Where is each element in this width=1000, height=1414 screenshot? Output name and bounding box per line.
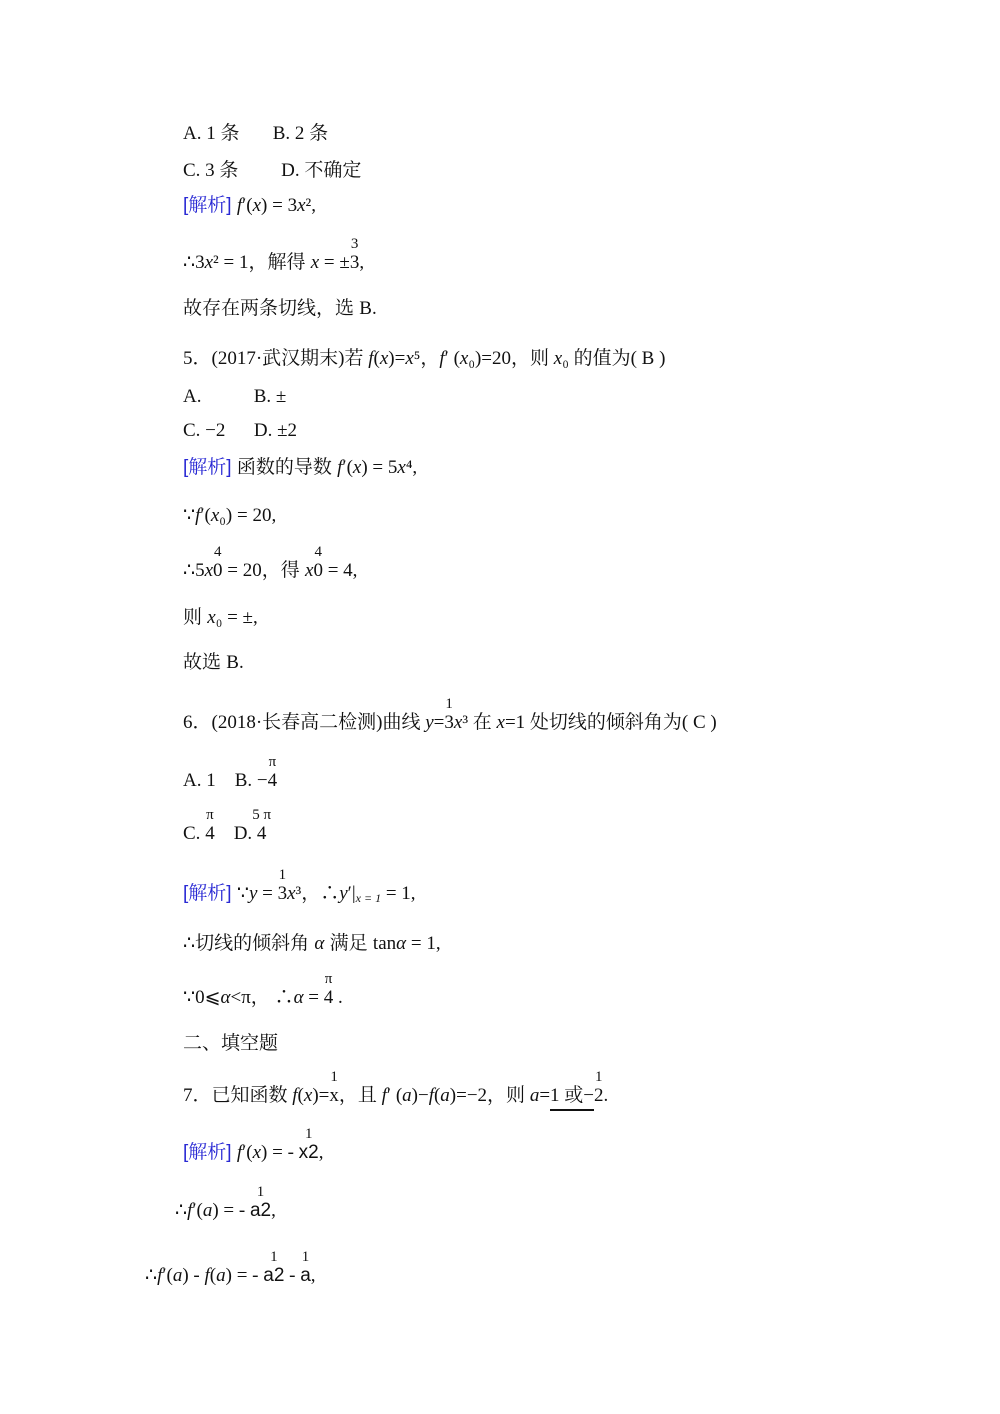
text-run: y bbox=[339, 883, 348, 904]
text-run: 解得 bbox=[267, 252, 311, 273]
text-run: B. bbox=[226, 652, 244, 673]
text-run: ⁴, bbox=[405, 457, 418, 478]
text-run: x bbox=[310, 252, 320, 273]
text-run: 函数的导数 bbox=[236, 457, 338, 478]
q7-step-2 bbox=[145, 1249, 316, 1288]
text-run: , bbox=[359, 252, 365, 273]
stacked-fraction bbox=[249, 1184, 272, 1221]
text-run: ) = 5 bbox=[361, 457, 398, 478]
q4-options-ab bbox=[183, 122, 328, 146]
q7-analysis bbox=[183, 1126, 324, 1165]
stacked-fraction bbox=[349, 236, 360, 273]
q6-step-2 bbox=[183, 971, 343, 1010]
text-run: f bbox=[292, 1085, 298, 1106]
text-run: ₀ 的值为( B ) bbox=[562, 348, 666, 369]
text-run: x bbox=[303, 1085, 313, 1106]
fraction-numerator: 1 bbox=[330, 1069, 338, 1085]
fraction-denominator: 4 bbox=[323, 987, 334, 1008]
stacked-fraction bbox=[205, 807, 215, 844]
fraction-numerator: 4 bbox=[214, 544, 222, 560]
text-run: ′( bbox=[242, 195, 253, 216]
text-run: C. 3 条 D. 不确定 bbox=[183, 160, 362, 181]
text-run: 故选 bbox=[183, 652, 227, 673]
text-run: , bbox=[310, 1265, 316, 1286]
text-run: x bbox=[297, 195, 306, 216]
text-run: ∴5 bbox=[183, 560, 205, 581]
q5-step-3 bbox=[183, 606, 258, 630]
text-run: =1 处切线的倾斜角为( C ) bbox=[504, 712, 717, 733]
text-run: ³，∴ bbox=[295, 883, 340, 904]
text-run: ( bbox=[297, 1085, 304, 1106]
text-run: ∵0⩽ bbox=[183, 987, 221, 1008]
q5-step-1 bbox=[183, 504, 276, 528]
text-run: ² = 1， bbox=[213, 252, 268, 273]
text-run: . bbox=[603, 1085, 609, 1106]
q5-analysis bbox=[183, 456, 417, 480]
text-run: ∴ bbox=[183, 933, 196, 954]
text-run: ⁵， bbox=[413, 348, 440, 369]
stacked-fraction bbox=[300, 1249, 311, 1286]
text-run: 切线的倾斜角 bbox=[195, 933, 315, 954]
text-run: f bbox=[428, 1085, 434, 1106]
text-run: = bbox=[433, 712, 445, 733]
text-run: D. bbox=[214, 823, 257, 844]
text-run: x bbox=[459, 348, 469, 369]
fraction-denominator: 0 bbox=[213, 560, 223, 581]
text-run: 6．(2018·长春高二检测)曲线 bbox=[183, 712, 426, 733]
fraction-denominator: 3 bbox=[349, 252, 360, 273]
text-run: , bbox=[318, 1142, 324, 1163]
fraction-numerator: π bbox=[324, 971, 333, 987]
text-run: x bbox=[352, 457, 362, 478]
text-run: x bbox=[397, 457, 406, 478]
q7-stem bbox=[183, 1069, 609, 1111]
text-run: 得 bbox=[280, 560, 306, 581]
stacked-fraction bbox=[323, 971, 334, 1008]
text-run: x bbox=[252, 1142, 262, 1163]
text-run: a bbox=[529, 1085, 540, 1106]
text-run: ′| bbox=[347, 883, 356, 904]
text-run: a bbox=[202, 1200, 213, 1221]
analysis-label: [解析] bbox=[183, 195, 237, 216]
text-run: x bbox=[204, 252, 214, 273]
text-run: ′( bbox=[242, 1142, 253, 1163]
fraction-denominator: x2 bbox=[298, 1142, 319, 1163]
stacked-fraction bbox=[263, 1249, 285, 1286]
text-run: x bbox=[305, 560, 314, 581]
text-run: a bbox=[172, 1265, 183, 1286]
text-run: ₀) = 20, bbox=[219, 505, 277, 526]
text-run: 5．(2017·武汉期末)若 bbox=[183, 348, 369, 369]
text-run: f bbox=[337, 457, 343, 478]
text-run: 故存在两条切线，选 bbox=[183, 298, 360, 319]
stacked-fraction bbox=[298, 1126, 319, 1163]
text-run: = 1, bbox=[381, 883, 416, 904]
text-run: , bbox=[271, 1200, 276, 1221]
text-run: tan bbox=[372, 933, 397, 954]
text-run: = bbox=[257, 883, 278, 904]
text-run: f bbox=[368, 348, 374, 369]
q7-step-1 bbox=[175, 1184, 276, 1223]
fraction-denominator: x bbox=[329, 1085, 339, 1106]
text-run: ₀)=20，则 bbox=[468, 348, 554, 369]
analysis-label: [解析] bbox=[183, 1142, 237, 1163]
text-run: 二、填空题 bbox=[183, 1033, 279, 1054]
text-run: ³ 在 bbox=[462, 712, 497, 733]
text-run: f bbox=[204, 1265, 210, 1286]
fraction-numerator: 1 bbox=[445, 696, 453, 712]
text-run: y bbox=[248, 883, 258, 904]
text-run: ′( bbox=[192, 1200, 203, 1221]
text-run: ∴ bbox=[175, 1200, 188, 1221]
text-run: x bbox=[553, 348, 563, 369]
fraction-numerator: 3 bbox=[350, 236, 359, 252]
analysis-label: [解析] bbox=[183, 883, 237, 904]
text-run: ) - bbox=[182, 1265, 205, 1286]
q6-options-cd bbox=[183, 807, 272, 846]
text-run: ) = - bbox=[261, 1142, 299, 1163]
fraction-numerator: 1 bbox=[270, 1249, 278, 1265]
q4-conclusion bbox=[183, 297, 377, 321]
text-run: a bbox=[216, 1265, 226, 1286]
q5-options-cd bbox=[183, 419, 297, 443]
text-run: ², bbox=[305, 195, 316, 216]
text-run: = bbox=[303, 987, 324, 1008]
text-run: )=−2，则 bbox=[449, 1085, 530, 1106]
analysis-label: [解析] bbox=[183, 457, 237, 478]
text-run: a bbox=[440, 1085, 450, 1106]
fraction-denominator: a2 bbox=[249, 1200, 272, 1221]
text-run: ′( bbox=[342, 457, 353, 478]
text-run: ∴3 bbox=[183, 252, 205, 273]
fraction-numerator: 4 bbox=[314, 544, 322, 560]
text-run: ( bbox=[433, 1085, 441, 1106]
fraction-denominator: a2 bbox=[263, 1265, 285, 1286]
text-run: . bbox=[333, 987, 343, 1008]
text-run: f bbox=[236, 1142, 243, 1163]
text-run: x bbox=[405, 348, 414, 369]
text-run: ′ ( bbox=[444, 348, 460, 369]
fraction-denominator: 0 bbox=[313, 560, 323, 581]
text-run: α bbox=[396, 933, 407, 954]
q5-stem bbox=[183, 347, 665, 371]
stacked-fraction bbox=[277, 867, 288, 904]
text-run: x bbox=[252, 195, 262, 216]
text-run: x bbox=[207, 607, 216, 628]
text-run: f bbox=[187, 1200, 193, 1221]
text-run: A. B. ± bbox=[183, 386, 287, 407]
q4-options-cd bbox=[183, 159, 361, 183]
fraction-numerator: 1 bbox=[278, 867, 287, 883]
text-run: ) = - bbox=[212, 1200, 250, 1221]
text-run: )= bbox=[388, 348, 406, 369]
q6-step-1 bbox=[183, 932, 441, 956]
stacked-fraction bbox=[267, 754, 278, 791]
section-heading-fill-in bbox=[183, 1032, 278, 1056]
text-run: 7．已知函数 bbox=[183, 1085, 293, 1106]
text-run: a bbox=[402, 1085, 412, 1106]
text-run: f bbox=[157, 1265, 163, 1286]
text-run: ∵ bbox=[183, 505, 196, 526]
fraction-numerator: 1 bbox=[595, 1069, 603, 1085]
stacked-fraction bbox=[252, 807, 272, 844]
text-run: x bbox=[453, 712, 463, 733]
text-run: = 20， bbox=[222, 560, 281, 581]
subscript-text: x = 1 bbox=[355, 891, 382, 905]
q5-conclusion bbox=[183, 651, 244, 675]
text-run: ∵ bbox=[236, 883, 249, 904]
q6-stem bbox=[183, 696, 717, 735]
fraction-denominator: 2 bbox=[594, 1085, 604, 1106]
text-run: = ± bbox=[319, 252, 350, 273]
stacked-fraction bbox=[594, 1069, 604, 1106]
fraction-numerator: 5 π bbox=[252, 807, 272, 823]
text-run: = 1, bbox=[406, 933, 441, 954]
text-run: f bbox=[236, 195, 243, 216]
text-run: <π， ∴ bbox=[230, 987, 294, 1008]
fraction-denominator: 3 bbox=[444, 712, 454, 733]
fraction-numerator: 1 bbox=[301, 1249, 310, 1265]
text-run: α bbox=[314, 933, 325, 954]
text-run: α bbox=[220, 987, 231, 1008]
stacked-fraction bbox=[313, 544, 323, 581]
answer-blank-text: 1 或− bbox=[550, 1084, 594, 1111]
stacked-fraction bbox=[329, 1069, 339, 1106]
text-run: ) = - bbox=[225, 1265, 264, 1286]
fraction-denominator: 4 bbox=[267, 770, 278, 791]
fraction-numerator: 1 bbox=[304, 1126, 313, 1142]
text-run: 则 bbox=[183, 607, 208, 628]
text-run: x bbox=[379, 348, 389, 369]
text-run: )= bbox=[312, 1085, 330, 1106]
fraction-denominator: 3 bbox=[277, 883, 288, 904]
text-run: ∴ bbox=[145, 1265, 158, 1286]
stacked-fraction bbox=[444, 696, 454, 733]
text-run: - bbox=[284, 1265, 301, 1286]
text-run: ( bbox=[209, 1265, 217, 1286]
text-run: A. 1 条 B. 2 条 bbox=[183, 123, 329, 144]
text-run: f bbox=[195, 505, 201, 526]
text-run: C. −2 D. ±2 bbox=[183, 420, 298, 441]
q6-analysis bbox=[183, 867, 416, 906]
fraction-numerator: π bbox=[268, 754, 277, 770]
q5-options-ab bbox=[183, 385, 286, 409]
text-run: f bbox=[439, 348, 445, 369]
text-run: C. bbox=[183, 823, 206, 844]
text-run: ′ ( bbox=[386, 1085, 403, 1106]
text-run: ( bbox=[373, 348, 380, 369]
text-run: = 4, bbox=[322, 560, 358, 581]
text-run: x bbox=[204, 560, 214, 581]
text-run: ′( bbox=[162, 1265, 173, 1286]
q4-step-1 bbox=[183, 236, 365, 275]
text-run: f bbox=[381, 1085, 387, 1106]
q4-analysis bbox=[183, 194, 316, 218]
text-run: 满足 bbox=[324, 933, 373, 954]
text-run: = bbox=[539, 1085, 551, 1106]
text-run: x bbox=[210, 505, 220, 526]
text-run: ′( bbox=[200, 505, 211, 526]
text-run: B. bbox=[359, 298, 377, 319]
stacked-fraction bbox=[213, 544, 223, 581]
fraction-denominator: a bbox=[300, 1265, 311, 1286]
text-run: x bbox=[287, 883, 296, 904]
fraction-numerator: π bbox=[206, 807, 214, 823]
text-run: y bbox=[425, 712, 434, 733]
text-run: ₀ = ±, bbox=[215, 607, 258, 628]
q5-step-2 bbox=[183, 544, 358, 583]
text-run: A. 1 B. − bbox=[183, 770, 268, 791]
fraction-numerator: 1 bbox=[256, 1184, 265, 1200]
text-run: α bbox=[293, 987, 304, 1008]
q6-options-ab bbox=[183, 754, 278, 793]
text-run: )− bbox=[411, 1085, 429, 1106]
text-run: ，且 bbox=[338, 1085, 382, 1106]
fraction-denominator: 4 bbox=[205, 823, 215, 844]
fraction-denominator: 4 bbox=[256, 823, 267, 844]
text-run: ) = 3 bbox=[261, 195, 298, 216]
text-run: x bbox=[496, 712, 505, 733]
